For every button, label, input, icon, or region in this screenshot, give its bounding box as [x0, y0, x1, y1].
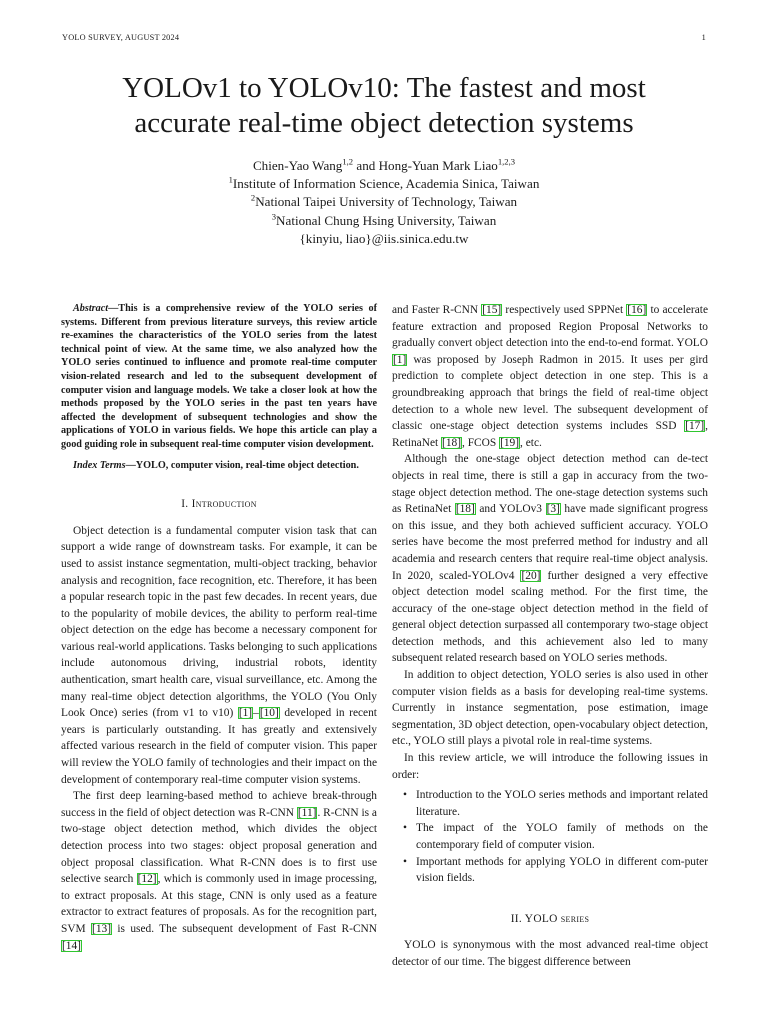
abstract: Abstract—This is a comprehensive review of the YOLO series of systems. Different from previous literature surveys, this review article re-examines the characteristics of the YOLO series from the latest technical point of view. At the same time, we also analyzed how the YOLO series continued to influence and promote real-time computer vision-related research and led to the subsequent development of computer vision and language models. We take a closer look at how the methods proposed by the YOLO series in the past ten years have affected the development of subsequent technologies and show the applications of YOLO in various fields. We hope this article can play a good guiding role in subsequent real-time computer vision development. [61, 303, 377, 450]
intro-paragraph-2 [61, 788, 377, 954]
page-number: 1 [701, 33, 706, 42]
paper-title [40, 71, 728, 141]
citation-link[interactable]: [12] [137, 873, 157, 886]
citation-link[interactable]: [1] [238, 707, 253, 720]
section-2-title: YOLO [524, 912, 558, 925]
title-line-2: accurate real-time object detection systems [134, 107, 634, 139]
author-2: Hong-Yuan Mark Liao [378, 158, 498, 173]
affiliation-2-text: National Taipei University of Technology, Taiwan [255, 194, 518, 210]
para-text: The first deep learning-based method to achieve break-through success in the field of object detection was R-CNN [61, 790, 377, 819]
para-text: respectively used SPPNet [502, 304, 627, 316]
section-heading-introduction [61, 496, 377, 513]
section-1-title: Introduction [191, 498, 257, 511]
para-text: and Faster R-CNN [392, 304, 482, 316]
citation-link[interactable]: [11] [297, 806, 317, 819]
right-column [392, 302, 708, 971]
section-heading-yolo-series [392, 911, 708, 928]
para-text: . R-CNN is a two-stage object detection method, which divides the object detection process into two stages: object proposal generation and object proposal classification. What R-CNN does is to first use selective search [61, 806, 377, 886]
citation-link[interactable]: [10] [259, 707, 279, 720]
citation-link[interactable]: [3] [546, 503, 560, 516]
abstract-label: Abstract [73, 303, 109, 314]
para-text: , etc. [520, 436, 542, 449]
intro-paragraph-1 [61, 523, 377, 789]
affiliation-2 [60, 193, 708, 211]
section-2-numeral: II. [510, 912, 523, 925]
para-text: Although the one-stage object detection method can de-tect objects in real time, there is still a gap in accuracy from the two-stage object detection method. The one-stage detection systems such as RetinaNet [392, 453, 708, 516]
para-text: further designed a very effective object detection model scaling method. For the first time, the accuracy of the one-stage object detection method in the field of general object detection surpassed all contemporary two-stage object detection methods, and this achievement also led to many subsequent related research based on YOLO series methods. [392, 569, 708, 665]
citation-link[interactable]: [20] [521, 569, 541, 582]
right-paragraph-1 [392, 302, 708, 451]
para-text: , which is commonly used in image processing, to extract proposals. At this stage, CNN is only used as a feature extractor to extract features of proposals. As for the recognition part, SVM [61, 873, 377, 935]
section-1-numeral: I. [181, 498, 189, 511]
title-line-1: YOLOv1 to YOLOv10: The fastest and most [122, 72, 646, 104]
author-1: Chien-Yao Wang [252, 158, 343, 173]
index-terms-label: Index Terms [73, 459, 126, 471]
author-block [60, 157, 708, 248]
para-text: , RetinaNet [392, 420, 708, 449]
right-paragraph-3: In addition to object detection, YOLO series is also used in other computer vision fields as a basis for developing real-time systems. Currently in instance segmentation, pose estimation, image segmentation, 3D object detection, open-vocabulary object detection, etc., YOLO still plays a pivotal role in real-time systems. [392, 669, 708, 748]
para-text: – [253, 707, 259, 720]
issues-list [392, 787, 708, 887]
affiliation-3-text: National Chung Hsing University, Taiwan [276, 212, 497, 228]
abstract-text: This is a comprehensive review of the YOLO series of systems. Different from previous literature surveys, this review article re-examines the characteristics of the YOLO series from the latest technical point of view. At the same time, we also analyzed how the YOLO series continued to influence and promote real-time computer vision-related research and led to the subsequent development of computer vision and language models. We take a closer look at how the methods proposed by the YOLO series in the past ten years have affected the development of subsequent technologies and show the applications of YOLO in various fields. We hope this article can play a good guiding role in subsequent real-time computer vision development. [61, 303, 377, 450]
para-text: to accelerate feature extraction and proposed Region Proposal Networks to gradually convert object detection into the end-to-end format. YOLO [392, 304, 708, 350]
right-paragraph-5: YOLO is synonymous with the most advanced real-time object detector of our time. The biggest difference between [392, 939, 708, 968]
citation-link[interactable]: [17] [685, 420, 705, 433]
index-terms-text: YOLO, computer vision, real-time object detection. [135, 459, 359, 471]
citation-link[interactable]: [14] [62, 939, 81, 952]
author-2-affil: 1,2,3 [497, 156, 516, 167]
citation-link[interactable]: [13] [92, 922, 112, 935]
author-conjunction: and [353, 158, 379, 173]
para-text: was proposed by Joseph Radmon in 2015. It uses per gird prediction to complete object detection in one step. This is a groundbreaking approach that brings the field of real-time object detection to a whole new level. The subsequent development of classic one-stage object detection systems includes SSD [392, 353, 708, 433]
citation-link[interactable]: [15] [482, 304, 502, 316]
affiliation-1 [60, 175, 708, 193]
list-item: • The impact of the YOLO family of methods on the contemporary field of computer vision. [416, 820, 708, 853]
right-paragraph-4: In this review article, we will introduce the following issues in order: [392, 752, 708, 781]
para-text: , FCOS [462, 436, 500, 449]
section-2-title-suffix: series [560, 912, 590, 925]
para-text: and YOLOv3 [475, 503, 546, 516]
citation-link[interactable]: [18] [455, 503, 475, 516]
author-names [60, 157, 708, 175]
affiliation-1-mark: 1 [228, 174, 233, 185]
affiliation-2-mark: 2 [250, 193, 256, 204]
list-item: • Introduction to the YOLO series methods and important related literature. [416, 787, 708, 820]
affiliation-3 [60, 212, 708, 230]
para-text: Object detection is a fundamental computer vision task that can support a wide range of downstream tasks. For example, it can be used to assist instance segmentation, multi-object tracking, behavior analysis and recognition, face recognition, etc. Therefore, it has been a popular research topic in the past few decades. In recent years, due to the popularity of mobile devices, the ability to perform real-time object detection on the edge has become a necessary component for various real-world applications. Tasks belonging to such applications include autonomous driving, industrial robots, identity authentication, smart health care, visual surveillance, etc. Among the many real-time object detection algorithms, the YOLO (You Only Look Once) series (from v1 to v10) [61, 524, 377, 720]
para-text: is used. The subsequent development of Fast R-CNN [112, 922, 377, 935]
citation-link[interactable]: [19] [500, 436, 520, 449]
affiliation-1-text: Institute of Information Science, Academia Sinica, Taiwan [232, 176, 540, 192]
running-head [62, 33, 706, 42]
left-column [61, 302, 377, 954]
right-paragraph-2 [392, 451, 708, 667]
list-item: • Important methods for applying YOLO in different com-puter vision fields. [416, 854, 708, 887]
citation-link[interactable]: [18] [442, 436, 462, 449]
journal-header: YOLO SURVEY, AUGUST 2024 [62, 33, 180, 42]
citation-link[interactable]: [1] [393, 353, 407, 366]
para-text: have made significant progress on this issue, and they both achieved sufficient accuracy. YOLO series have become the most preferred method for industry and all academia and research centers that require real-time object analysis. In 2020, scaled-YOLOv4 [392, 503, 708, 582]
author-1-affil: 1,2 [342, 156, 354, 167]
citation-link[interactable]: [16] [627, 304, 647, 316]
author-email: {kinyiu, liao}@iis.sinica.edu.tw [299, 230, 469, 246]
para-text: developed in recent years is particularly outstanding. It has greatly and extensively affected various research in the field of computer vision. This paper will review the YOLO family of technologies and their impact on the development of contemporary real-time computer vision systems. [61, 707, 377, 786]
index-terms: Index Terms—YOLO, computer vision, real-time object detection. [73, 459, 359, 471]
affiliation-3-mark: 3 [271, 211, 277, 222]
